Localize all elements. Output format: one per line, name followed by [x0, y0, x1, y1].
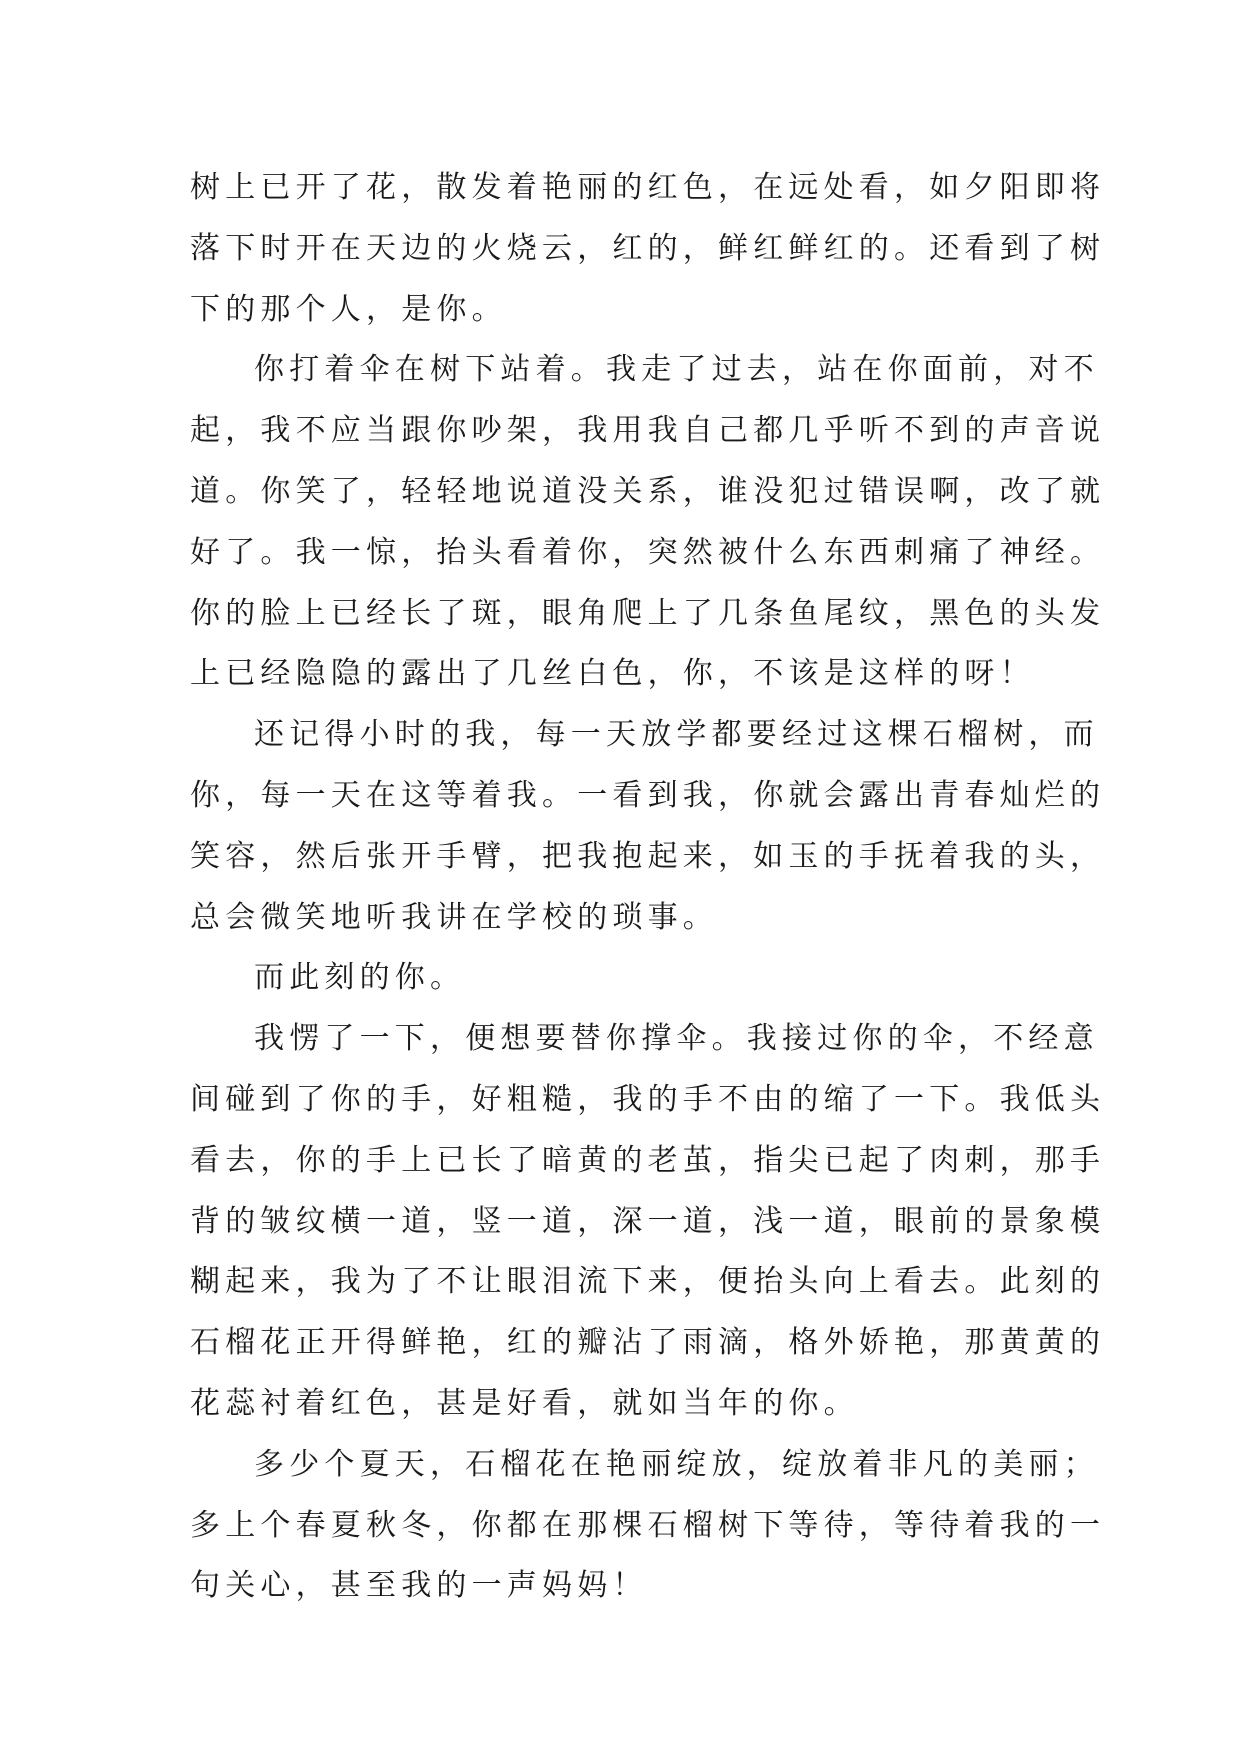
paragraph-2 [190, 340, 1106, 705]
text-line: 下的那个人，是你。 [190, 291, 507, 327]
text-line: 我愣了一下，便想要替你撑伞。我接过你的伞，不经意 [254, 1021, 1099, 1057]
text-line: 你，每一天在这等着我。一看到我，你就会露出青春灿烂的 [190, 777, 1106, 813]
text-line: 落下时开在天边的火烧云，红的，鲜红鲜红的。还看到了树 [190, 230, 1106, 266]
text-line: 笑容，然后张开手臂，把我抱起来，如玉的手抚着我的头， [190, 838, 1106, 874]
paragraph-3 [190, 705, 1106, 948]
paragraph-5 [190, 1009, 1106, 1435]
text-line: 道。你笑了，轻轻地说道没关系，谁没犯过错误啊，改了就 [190, 473, 1106, 509]
text-line: 树上已开了花，散发着艳丽的红色，在远处看，如夕阳即将 [190, 170, 1106, 205]
text-line: 石榴花正开得鲜艳，红的瓣沾了雨滴，格外娇艳，那黄黄的 [190, 1325, 1106, 1361]
text-line: 背的皱纹横一道，竖一道，深一道，浅一道，眼前的景象模 [190, 1203, 1106, 1239]
text-line: 花蕊衬着红色，甚是好看，就如当年的你。 [190, 1385, 859, 1421]
text-line: 还记得小时的我，每一天放学都要经过这棵石榴树，而 [254, 717, 1099, 753]
text-line: 你打着伞在树下站着。我走了过去，站在你面前，对不 [254, 352, 1099, 388]
text-line: 多少个夏天，石榴花在艳丽绽放，绽放着非凡的美丽； [254, 1446, 1099, 1482]
text-line: 间碰到了你的手，好粗糙，我的手不由的缩了一下。我低头 [190, 1081, 1106, 1117]
text-line: 多上个春夏秋冬，你都在那棵石榴树下等待，等待着我的一 [190, 1507, 1106, 1543]
document-page [190, 158, 1106, 1617]
text-line: 糊起来，我为了不让眼泪流下来，便抬头向上看去。此刻的 [190, 1264, 1106, 1300]
text-line: 上已经隐隐的露出了几丝白色，你，不该是这样的呀！ [190, 656, 1035, 692]
paragraph-4 [190, 948, 1060, 1009]
text-line: 你的脸上已经长了斑，眼角爬上了几条鱼尾纹，黑色的头发 [190, 595, 1106, 631]
text-line: 起，我不应当跟你吵架，我用我自己都几乎听不到的声音说 [190, 413, 1106, 449]
text-line: 而此刻的你。 [254, 960, 466, 996]
text-line: 句关心，甚至我的一声妈妈！ [190, 1568, 648, 1604]
text-line: 看去，你的手上已长了暗黄的老茧，指尖已起了肉刺，那手 [190, 1142, 1106, 1178]
paragraph-6 [190, 1435, 1106, 1617]
text-line: 好了。我一惊，抬头看着你，突然被什么东西刺痛了神经。 [190, 534, 1106, 570]
paragraph-1 [190, 158, 1106, 340]
text-line: 总会微笑地听我讲在学校的琐事。 [190, 899, 718, 935]
